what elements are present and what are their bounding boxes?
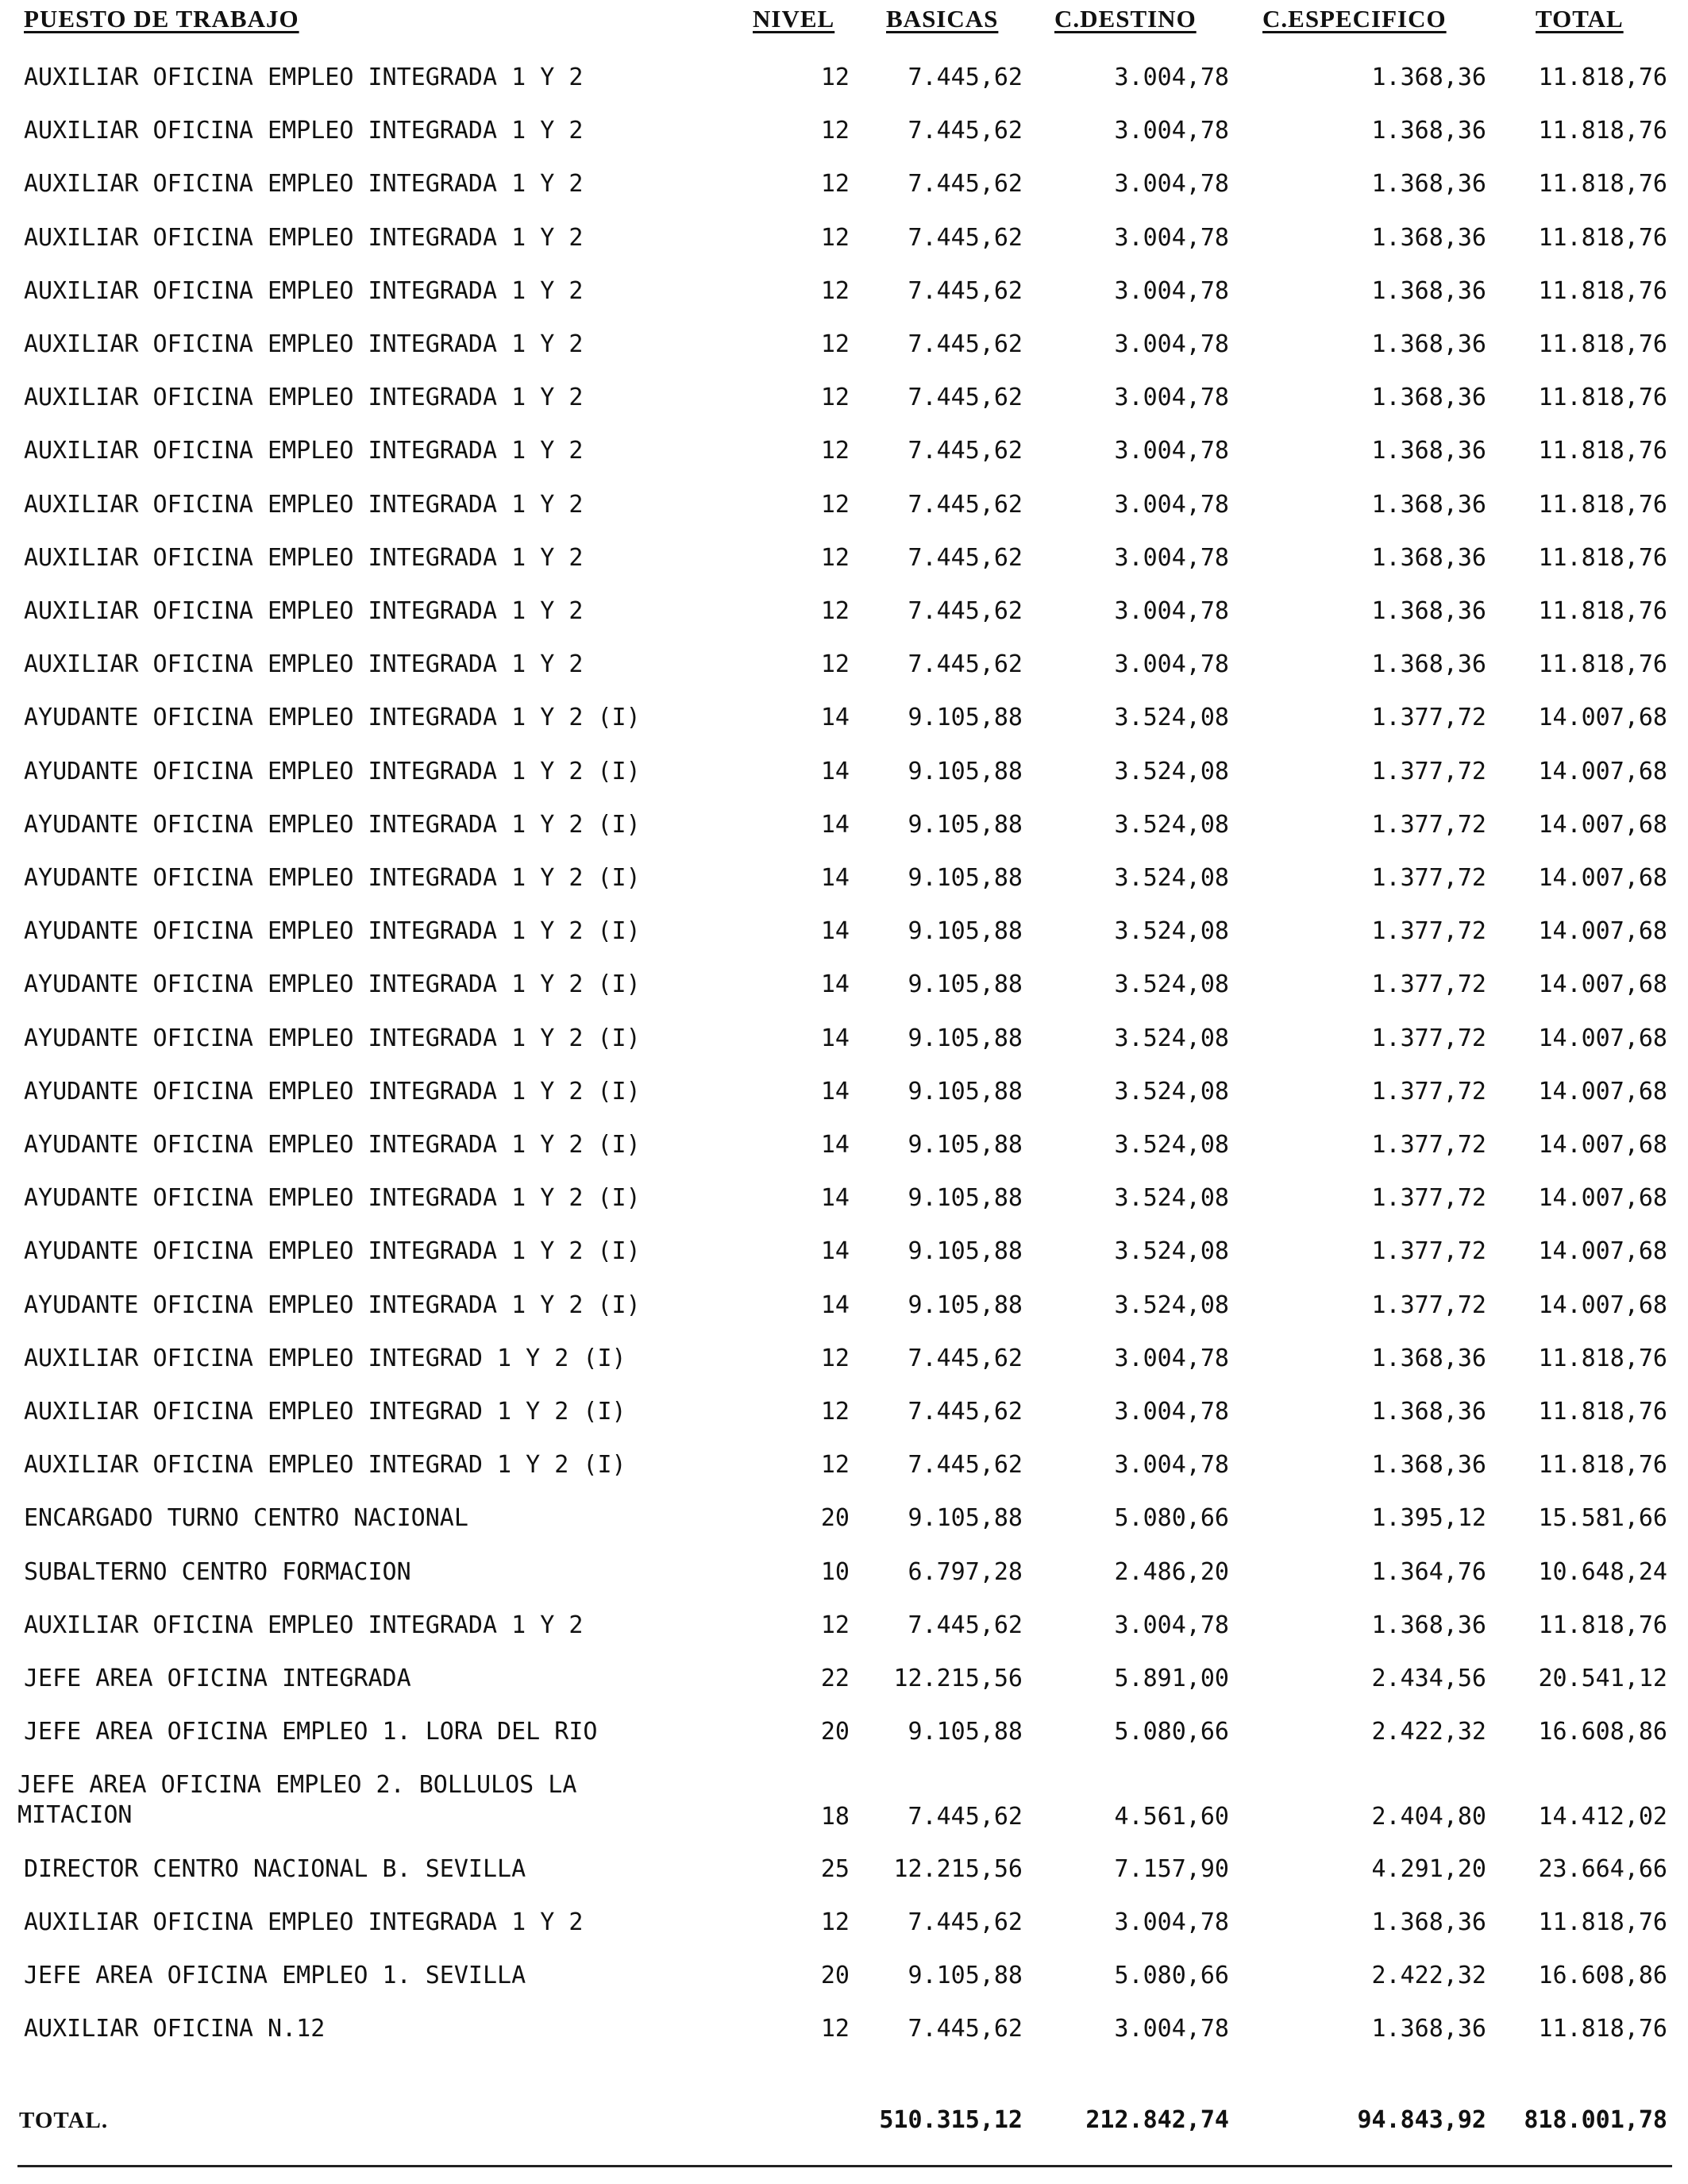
table-row xyxy=(0,596,1688,627)
table-row xyxy=(0,382,1688,414)
row-total: 14.007,68 xyxy=(1538,970,1667,998)
row-nivel: 12 xyxy=(820,170,850,198)
row-destino: 7.157,90 xyxy=(1114,1855,1229,1883)
row-nivel: 14 xyxy=(820,1184,850,1212)
row-total: 11.818,76 xyxy=(1538,170,1667,198)
table-row xyxy=(0,1183,1688,1214)
header-c-especifico: C.ESPECIFICO xyxy=(1262,5,1447,33)
row-nivel: 12 xyxy=(820,1908,850,1936)
row-puesto: JEFE AREA OFICINA EMPLEO 1. SEVILLA xyxy=(24,1962,526,1989)
row-puesto: AUXILIAR OFICINA EMPLEO INTEGRADA 1 Y 2 xyxy=(24,170,584,198)
row-basicas: 6.797,28 xyxy=(908,1558,1023,1586)
row-basicas: 7.445,62 xyxy=(908,1908,1023,1936)
row-nivel: 12 xyxy=(820,224,850,252)
row-total: 11.818,76 xyxy=(1538,650,1667,678)
row-basicas: 7.445,62 xyxy=(908,1451,1023,1479)
row-basicas: 7.445,62 xyxy=(908,1345,1023,1372)
row-nivel: 25 xyxy=(820,1855,850,1883)
row-total: 10.648,24 xyxy=(1538,1558,1667,1586)
row-puesto: AYUDANTE OFICINA EMPLEO INTEGRADA 1 Y 2 (I) xyxy=(24,1237,641,1265)
table-row xyxy=(0,1236,1688,1268)
header-basicas: BASICAS xyxy=(886,5,999,33)
row-especifico: 1.368,36 xyxy=(1371,491,1486,519)
row-total: 14.007,68 xyxy=(1538,1184,1667,1212)
table-row xyxy=(0,329,1688,361)
row-puesto: AUXILIAR OFICINA EMPLEO INTEGRADA 1 Y 2 xyxy=(24,277,584,305)
row-especifico: 1.377,72 xyxy=(1371,758,1486,785)
row-especifico: 1.368,36 xyxy=(1371,117,1486,145)
table-row xyxy=(0,969,1688,1001)
row-basicas: 9.105,88 xyxy=(908,970,1023,998)
header-total: TOTAL xyxy=(1536,5,1624,33)
row-puesto: AUXILIAR OFICINA EMPLEO INTEGRADA 1 Y 2 xyxy=(24,64,584,91)
table-row xyxy=(0,222,1688,254)
row-puesto: AUXILIAR OFICINA EMPLEO INTEGRADA 1 Y 2 xyxy=(24,597,584,625)
row-nivel: 14 xyxy=(820,758,850,785)
row-puesto: AUXILIAR OFICINA EMPLEO INTEGRADA 1 Y 2 xyxy=(24,650,584,678)
row-nivel: 10 xyxy=(820,1558,850,1586)
row-nivel: 20 xyxy=(820,1718,850,1746)
row-nivel: 14 xyxy=(820,917,850,945)
row-destino: 3.004,78 xyxy=(1114,650,1229,678)
row-nivel: 18 xyxy=(820,1803,850,1831)
row-destino: 3.524,08 xyxy=(1114,704,1229,731)
table-row xyxy=(0,1854,1688,1885)
row-puesto: AYUDANTE OFICINA EMPLEO INTEGRADA 1 Y 2 (I) xyxy=(24,758,641,785)
row-basicas: 9.105,88 xyxy=(908,758,1023,785)
header-puesto: PUESTO DE TRABAJO xyxy=(24,5,299,33)
row-puesto: AYUDANTE OFICINA EMPLEO INTEGRADA 1 Y 2 (I) xyxy=(24,970,641,998)
row-nivel: 12 xyxy=(820,330,850,358)
row-total: 11.818,76 xyxy=(1538,544,1667,572)
row-total: 14.007,68 xyxy=(1538,864,1667,892)
row-total: 11.818,76 xyxy=(1538,277,1667,305)
row-destino: 3.004,78 xyxy=(1114,1345,1229,1372)
row-destino: 3.004,78 xyxy=(1114,544,1229,572)
row-nivel: 12 xyxy=(820,544,850,572)
row-nivel: 14 xyxy=(820,1024,850,1052)
row-especifico: 1.377,72 xyxy=(1371,704,1486,731)
row-total: 14.007,68 xyxy=(1538,1131,1667,1159)
row-destino: 3.004,78 xyxy=(1114,1398,1229,1426)
table-row xyxy=(0,115,1688,147)
table-row xyxy=(0,276,1688,307)
row-puesto: AYUDANTE OFICINA EMPLEO INTEGRADA 1 Y 2 (I) xyxy=(24,811,641,839)
row-nivel: 14 xyxy=(820,864,850,892)
row-puesto: AUXILIAR OFICINA EMPLEO INTEGRADA 1 Y 2 xyxy=(24,384,584,411)
row-puesto: AYUDANTE OFICINA EMPLEO INTEGRADA 1 Y 2 (I) xyxy=(24,1078,641,1106)
row-total: 14.007,68 xyxy=(1538,1237,1667,1265)
row-puesto: AYUDANTE OFICINA EMPLEO INTEGRADA 1 Y 2 (I) xyxy=(24,1291,641,1319)
table-row xyxy=(0,1503,1688,1534)
row-basicas: 7.445,62 xyxy=(908,1398,1023,1426)
row-total: 11.818,76 xyxy=(1538,1908,1667,1936)
row-nivel: 12 xyxy=(820,650,850,678)
row-puesto: JEFE AREA OFICINA EMPLEO 1. LORA DEL RIO xyxy=(24,1718,598,1746)
row-destino: 3.004,78 xyxy=(1114,117,1229,145)
row-destino: 3.524,08 xyxy=(1114,1237,1229,1265)
row-nivel: 12 xyxy=(820,1611,850,1639)
row-basicas: 9.105,88 xyxy=(908,704,1023,731)
row-nivel: 12 xyxy=(820,2015,850,2043)
table-row xyxy=(0,1023,1688,1055)
table-row xyxy=(0,1769,1688,1833)
row-total: 11.818,76 xyxy=(1538,1451,1667,1479)
row-especifico: 1.368,36 xyxy=(1371,1908,1486,1936)
row-puesto: AUXILIAR OFICINA EMPLEO INTEGRAD 1 Y 2 (I) xyxy=(24,1398,626,1426)
row-basicas: 7.445,62 xyxy=(908,277,1023,305)
row-destino: 5.891,00 xyxy=(1114,1665,1229,1692)
row-destino: 3.004,78 xyxy=(1114,491,1229,519)
totals-row xyxy=(0,2105,1688,2136)
row-especifico: 1.377,72 xyxy=(1371,864,1486,892)
row-destino: 3.524,08 xyxy=(1114,758,1229,785)
row-puesto: JEFE AREA OFICINA INTEGRADA xyxy=(24,1665,411,1692)
row-puesto: SUBALTERNO CENTRO FORMACION xyxy=(24,1558,411,1586)
row-especifico: 2.422,32 xyxy=(1371,1718,1486,1746)
row-total: 20.541,12 xyxy=(1538,1665,1667,1692)
row-nivel: 12 xyxy=(820,1345,850,1372)
row-basicas: 9.105,88 xyxy=(908,1718,1023,1746)
row-total: 23.664,66 xyxy=(1538,1855,1667,1883)
table-row xyxy=(0,1129,1688,1161)
row-nivel: 14 xyxy=(820,970,850,998)
row-destino: 3.524,08 xyxy=(1114,1291,1229,1319)
row-puesto: AUXILIAR OFICINA EMPLEO INTEGRADA 1 Y 2 xyxy=(24,330,584,358)
row-especifico: 1.368,36 xyxy=(1371,2015,1486,2043)
table-row xyxy=(0,1716,1688,1748)
row-total: 16.608,86 xyxy=(1538,1962,1667,1989)
row-especifico: 1.377,72 xyxy=(1371,970,1486,998)
row-puesto: JEFE AREA OFICINA EMPLEO 2. BOLLULOS LA xyxy=(17,1771,577,1799)
row-total: 14.007,68 xyxy=(1538,917,1667,945)
row-nivel: 20 xyxy=(820,1504,850,1532)
row-especifico: 2.404,80 xyxy=(1371,1803,1486,1831)
row-puesto: AUXILIAR OFICINA N.12 xyxy=(24,2015,326,2043)
row-especifico: 1.368,36 xyxy=(1371,544,1486,572)
row-basicas: 7.445,62 xyxy=(908,117,1023,145)
row-especifico: 1.377,72 xyxy=(1371,1237,1486,1265)
table-row xyxy=(0,435,1688,467)
row-destino: 3.524,08 xyxy=(1114,1131,1229,1159)
row-puesto: AYUDANTE OFICINA EMPLEO INTEGRADA 1 Y 2 (I) xyxy=(24,1131,641,1159)
header-nivel: NIVEL xyxy=(753,5,835,33)
row-nivel: 12 xyxy=(820,437,850,465)
row-basicas: 9.105,88 xyxy=(908,1237,1023,1265)
row-total: 11.818,76 xyxy=(1538,1398,1667,1426)
row-basicas: 9.105,88 xyxy=(908,917,1023,945)
row-puesto: AUXILIAR OFICINA EMPLEO INTEGRADA 1 Y 2 xyxy=(24,117,584,145)
table-row xyxy=(0,862,1688,894)
row-puesto: AUXILIAR OFICINA EMPLEO INTEGRADA 1 Y 2 xyxy=(24,544,584,572)
row-especifico: 4.291,20 xyxy=(1371,1855,1486,1883)
row-destino: 5.080,66 xyxy=(1114,1718,1229,1746)
row-total: 11.818,76 xyxy=(1538,1611,1667,1639)
row-basicas: 7.445,62 xyxy=(908,1803,1023,1831)
row-total: 14.007,68 xyxy=(1538,811,1667,839)
row-nivel: 14 xyxy=(820,1291,850,1319)
table-row xyxy=(0,1076,1688,1108)
row-puesto: AUXILIAR OFICINA EMPLEO INTEGRADA 1 Y 2 xyxy=(24,1611,584,1639)
row-puesto: DIRECTOR CENTRO NACIONAL B. SEVILLA xyxy=(24,1855,526,1883)
row-destino: 5.080,66 xyxy=(1114,1962,1229,1989)
table-row xyxy=(0,1557,1688,1588)
row-puesto: AYUDANTE OFICINA EMPLEO INTEGRADA 1 Y 2 (I) xyxy=(24,917,641,945)
table-row xyxy=(0,916,1688,947)
table-row xyxy=(0,489,1688,521)
row-total: 14.007,68 xyxy=(1538,704,1667,731)
row-nivel: 12 xyxy=(820,1398,850,1426)
row-destino: 3.524,08 xyxy=(1114,811,1229,839)
row-basicas: 7.445,62 xyxy=(908,330,1023,358)
row-basicas: 7.445,62 xyxy=(908,64,1023,91)
row-basicas: 9.105,88 xyxy=(908,1962,1023,1989)
table-row xyxy=(0,1610,1688,1642)
row-nivel: 12 xyxy=(820,64,850,91)
row-especifico: 1.368,36 xyxy=(1371,64,1486,91)
row-destino: 3.004,78 xyxy=(1114,1451,1229,1479)
row-puesto: AUXILIAR OFICINA EMPLEO INTEGRADA 1 Y 2 xyxy=(24,491,584,519)
row-puesto: AYUDANTE OFICINA EMPLEO INTEGRADA 1 Y 2 (I) xyxy=(24,704,641,731)
row-total: 14.007,68 xyxy=(1538,1078,1667,1106)
row-especifico: 1.377,72 xyxy=(1371,1291,1486,1319)
row-especifico: 2.422,32 xyxy=(1371,1962,1486,1989)
row-basicas: 12.215,56 xyxy=(893,1665,1023,1692)
row-destino: 3.004,78 xyxy=(1114,384,1229,411)
row-total: 16.608,86 xyxy=(1538,1718,1667,1746)
row-basicas: 7.445,62 xyxy=(908,170,1023,198)
row-basicas: 7.445,62 xyxy=(908,224,1023,252)
row-basicas: 9.105,88 xyxy=(908,1024,1023,1052)
table-row xyxy=(0,62,1688,94)
row-especifico: 1.368,36 xyxy=(1371,224,1486,252)
row-nivel: 14 xyxy=(820,1078,850,1106)
table-row xyxy=(0,1396,1688,1428)
row-total: 11.818,76 xyxy=(1538,2015,1667,2043)
table-row xyxy=(0,1449,1688,1481)
row-especifico: 1.377,72 xyxy=(1371,1024,1486,1052)
row-especifico: 1.377,72 xyxy=(1371,1131,1486,1159)
row-especifico: 1.364,76 xyxy=(1371,1558,1486,1586)
row-especifico: 1.377,72 xyxy=(1371,811,1486,839)
table-row xyxy=(0,649,1688,681)
totals-basicas: 510.315,12 xyxy=(879,2106,1023,2134)
row-especifico: 1.368,36 xyxy=(1371,170,1486,198)
row-nivel: 12 xyxy=(820,277,850,305)
table-row xyxy=(0,702,1688,734)
row-basicas: 9.105,88 xyxy=(908,1078,1023,1106)
row-nivel: 12 xyxy=(820,597,850,625)
row-destino: 3.004,78 xyxy=(1114,1611,1229,1639)
row-total: 11.818,76 xyxy=(1538,384,1667,411)
row-nivel: 22 xyxy=(820,1665,850,1692)
row-total: 14.412,02 xyxy=(1538,1803,1667,1831)
row-nivel: 12 xyxy=(820,117,850,145)
row-puesto: AUXILIAR OFICINA EMPLEO INTEGRADA 1 Y 2 xyxy=(24,1908,584,1936)
table-row xyxy=(0,2013,1688,2045)
row-puesto: AUXILIAR OFICINA EMPLEO INTEGRAD 1 Y 2 (I) xyxy=(24,1345,626,1372)
row-destino: 3.004,78 xyxy=(1114,1908,1229,1936)
row-total: 14.007,68 xyxy=(1538,1024,1667,1052)
table-row xyxy=(0,168,1688,200)
row-nivel: 12 xyxy=(820,1451,850,1479)
row-total: 11.818,76 xyxy=(1538,491,1667,519)
row-total: 15.581,66 xyxy=(1538,1504,1667,1532)
row-basicas: 7.445,62 xyxy=(908,2015,1023,2043)
row-especifico: 1.395,12 xyxy=(1371,1504,1486,1532)
row-nivel: 14 xyxy=(820,811,850,839)
row-destino: 3.524,08 xyxy=(1114,917,1229,945)
row-puesto: AYUDANTE OFICINA EMPLEO INTEGRADA 1 Y 2 (I) xyxy=(24,1184,641,1212)
bottom-rule xyxy=(17,2165,1672,2167)
table-row xyxy=(0,1907,1688,1939)
row-basicas: 9.105,88 xyxy=(908,1131,1023,1159)
row-basicas: 7.445,62 xyxy=(908,384,1023,411)
totals-c-destino: 212.842,74 xyxy=(1085,2106,1229,2134)
row-puesto: ENCARGADO TURNO CENTRO NACIONAL xyxy=(24,1504,468,1532)
row-basicas: 9.105,88 xyxy=(908,1184,1023,1212)
row-destino: 3.004,78 xyxy=(1114,597,1229,625)
row-destino: 3.004,78 xyxy=(1114,170,1229,198)
row-especifico: 1.368,36 xyxy=(1371,330,1486,358)
row-destino: 3.004,78 xyxy=(1114,330,1229,358)
row-especifico: 1.368,36 xyxy=(1371,1611,1486,1639)
table-row xyxy=(0,756,1688,788)
row-basicas: 7.445,62 xyxy=(908,1611,1023,1639)
row-total: 11.818,76 xyxy=(1538,597,1667,625)
row-basicas: 7.445,62 xyxy=(908,491,1023,519)
row-puesto-continued: MITACION xyxy=(17,1801,133,1829)
row-basicas: 7.445,62 xyxy=(908,544,1023,572)
row-total: 14.007,68 xyxy=(1538,758,1667,785)
table-row xyxy=(0,1663,1688,1695)
row-destino: 3.004,78 xyxy=(1114,277,1229,305)
header-c-destino: C.DESTINO xyxy=(1054,5,1197,33)
row-destino: 3.524,08 xyxy=(1114,1078,1229,1106)
row-basicas: 9.105,88 xyxy=(908,811,1023,839)
row-especifico: 1.368,36 xyxy=(1371,1345,1486,1372)
table-row xyxy=(0,1290,1688,1322)
table-row xyxy=(0,1960,1688,1992)
row-nivel: 12 xyxy=(820,384,850,411)
row-especifico: 1.368,36 xyxy=(1371,384,1486,411)
row-especifico: 1.368,36 xyxy=(1371,650,1486,678)
row-especifico: 1.368,36 xyxy=(1371,597,1486,625)
row-total: 11.818,76 xyxy=(1538,224,1667,252)
row-destino: 3.004,78 xyxy=(1114,2015,1229,2043)
row-basicas: 7.445,62 xyxy=(908,597,1023,625)
row-destino: 3.524,08 xyxy=(1114,970,1229,998)
row-destino: 3.524,08 xyxy=(1114,1184,1229,1212)
row-especifico: 1.377,72 xyxy=(1371,1078,1486,1106)
row-nivel: 20 xyxy=(820,1962,850,1989)
row-basicas: 7.445,62 xyxy=(908,650,1023,678)
row-total: 11.818,76 xyxy=(1538,437,1667,465)
row-total: 11.818,76 xyxy=(1538,1345,1667,1372)
row-total: 11.818,76 xyxy=(1538,64,1667,91)
totals-label: TOTAL. xyxy=(19,2108,109,2133)
row-destino: 3.524,08 xyxy=(1114,1024,1229,1052)
row-especifico: 1.368,36 xyxy=(1371,437,1486,465)
row-puesto: AUXILIAR OFICINA EMPLEO INTEGRAD 1 Y 2 (I) xyxy=(24,1451,626,1479)
row-destino: 3.004,78 xyxy=(1114,64,1229,91)
row-especifico: 1.368,36 xyxy=(1371,1398,1486,1426)
totals-c-especifico: 94.843,92 xyxy=(1357,2106,1486,2134)
row-basicas: 12.215,56 xyxy=(893,1855,1023,1883)
row-basicas: 9.105,88 xyxy=(908,864,1023,892)
row-basicas: 7.445,62 xyxy=(908,437,1023,465)
row-basicas: 9.105,88 xyxy=(908,1291,1023,1319)
row-total: 11.818,76 xyxy=(1538,117,1667,145)
row-especifico: 1.368,36 xyxy=(1371,1451,1486,1479)
row-nivel: 14 xyxy=(820,704,850,731)
row-especifico: 1.377,72 xyxy=(1371,917,1486,945)
row-destino: 4.561,60 xyxy=(1114,1803,1229,1831)
row-especifico: 1.377,72 xyxy=(1371,1184,1486,1212)
row-destino: 5.080,66 xyxy=(1114,1504,1229,1532)
row-especifico: 2.434,56 xyxy=(1371,1665,1486,1692)
totals-total: 818.001,78 xyxy=(1524,2106,1667,2134)
row-puesto: AYUDANTE OFICINA EMPLEO INTEGRADA 1 Y 2 (I) xyxy=(24,864,641,892)
table-row xyxy=(0,542,1688,574)
row-puesto: AUXILIAR OFICINA EMPLEO INTEGRADA 1 Y 2 xyxy=(24,224,584,252)
row-nivel: 14 xyxy=(820,1131,850,1159)
row-especifico: 1.368,36 xyxy=(1371,277,1486,305)
table-row xyxy=(0,809,1688,841)
row-nivel: 14 xyxy=(820,1237,850,1265)
row-nivel: 12 xyxy=(820,491,850,519)
row-destino: 3.004,78 xyxy=(1114,224,1229,252)
table-row xyxy=(0,1343,1688,1375)
row-total: 14.007,68 xyxy=(1538,1291,1667,1319)
row-basicas: 9.105,88 xyxy=(908,1504,1023,1532)
row-destino: 3.524,08 xyxy=(1114,864,1229,892)
row-puesto: AUXILIAR OFICINA EMPLEO INTEGRADA 1 Y 2 xyxy=(24,437,584,465)
row-destino: 2.486,20 xyxy=(1114,1558,1229,1586)
row-puesto: AYUDANTE OFICINA EMPLEO INTEGRADA 1 Y 2 (I) xyxy=(24,1024,641,1052)
row-total: 11.818,76 xyxy=(1538,330,1667,358)
row-destino: 3.004,78 xyxy=(1114,437,1229,465)
